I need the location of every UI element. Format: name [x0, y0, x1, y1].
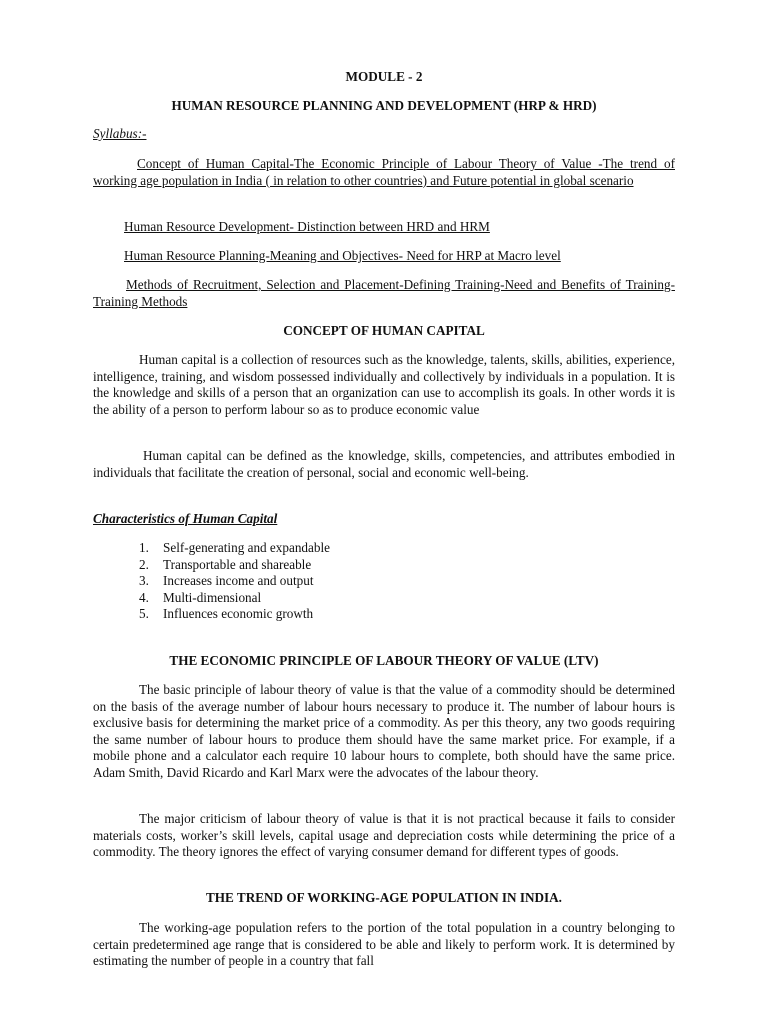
characteristics-heading: Characteristics of Human Capital: [93, 511, 278, 526]
section-heading-ltv: THE ECONOMIC PRINCIPLE OF LABOUR THEORY OF VALUE (LTV): [169, 653, 599, 668]
paragraph: Human capital is a collection of resources such as the knowledge, talents, skills, abilities, experience, intelligence, training, and wisdom possessed individually and collectively by individuals in a population. It is the knowledge and skills of a person that an organization can use to accomplish its goals. In other words it is the ability of a person to perform labour so as to produce economic value: [93, 352, 675, 417]
list-item: 5. Influences economic growth: [139, 606, 314, 622]
syllabus-item: Methods of Recruitment, Selection and Placement-Defining Training-Need and Benefits of Training-Training Methods: [93, 277, 675, 309]
paragraph: The working-age population refers to the portion of the total population in a country belonging to certain predetermined age range that is considered to be able and likely to perform work. It is determined by estimating the number of people in a country that fall: [93, 920, 675, 969]
list-item: 1. Self-generating and expandable: [139, 540, 330, 555]
syllabus-label: Syllabus:-: [93, 126, 147, 141]
module-title: MODULE - 2: [345, 69, 423, 84]
section-heading-concept: CONCEPT OF HUMAN CAPITAL: [283, 323, 485, 338]
syllabus-item: Human Resource Development- Distinction between HRD and HRM: [124, 219, 490, 234]
paragraph: The basic principle of labour theory of value is that the value of a commodity should be determined on the basis of the average number of labour hours necessary to produce it. The number of labour hours is exclusive basis for determining the market price of a commodity. As per this theory, any two goods requiring the same number of labour hours to produce them should have the same market price. For example, if a mobile phone and a calculator each require 10 labour hours to complete, both should have the same price. Adam Smith, David Ricardo and Karl Marx were the advocates of the labour theory.: [93, 682, 675, 780]
paragraph: The major criticism of labour theory of value is that it is not practical because it fails to consider materials costs, worker’s skill levels, capital usage and depreciation costs while determining the price of a commodity. The theory ignores the effect of varying consumer demand for different types of goods.: [93, 811, 675, 860]
section-heading-trend: THE TREND OF WORKING-AGE POPULATION IN INDIA.: [206, 890, 562, 905]
document-title: HUMAN RESOURCE PLANNING AND DEVELOPMENT (HRP & HRD): [171, 98, 597, 113]
list-item: 3. Increases income and output: [139, 573, 314, 589]
paragraph: Human capital can be defined as the knowledge, skills, competencies, and attributes embodied in individuals that facilitate the creation of personal, social and economic well-being.: [93, 448, 675, 480]
list-item: 4. Multi-dimensional: [139, 589, 262, 605]
syllabus-item: Human Resource Planning-Meaning and Objectives- Need for HRP at Macro level: [124, 248, 561, 263]
list-item: 2. Transportable and shareable: [139, 556, 312, 572]
characteristics-list: [93, 540, 675, 623]
syllabus-item: Concept of Human Capital-The Economic Principle of Labour Theory of Value -The trend of working age population in India ( in relation to other countries) and Future potential in global scenario: [93, 156, 675, 188]
